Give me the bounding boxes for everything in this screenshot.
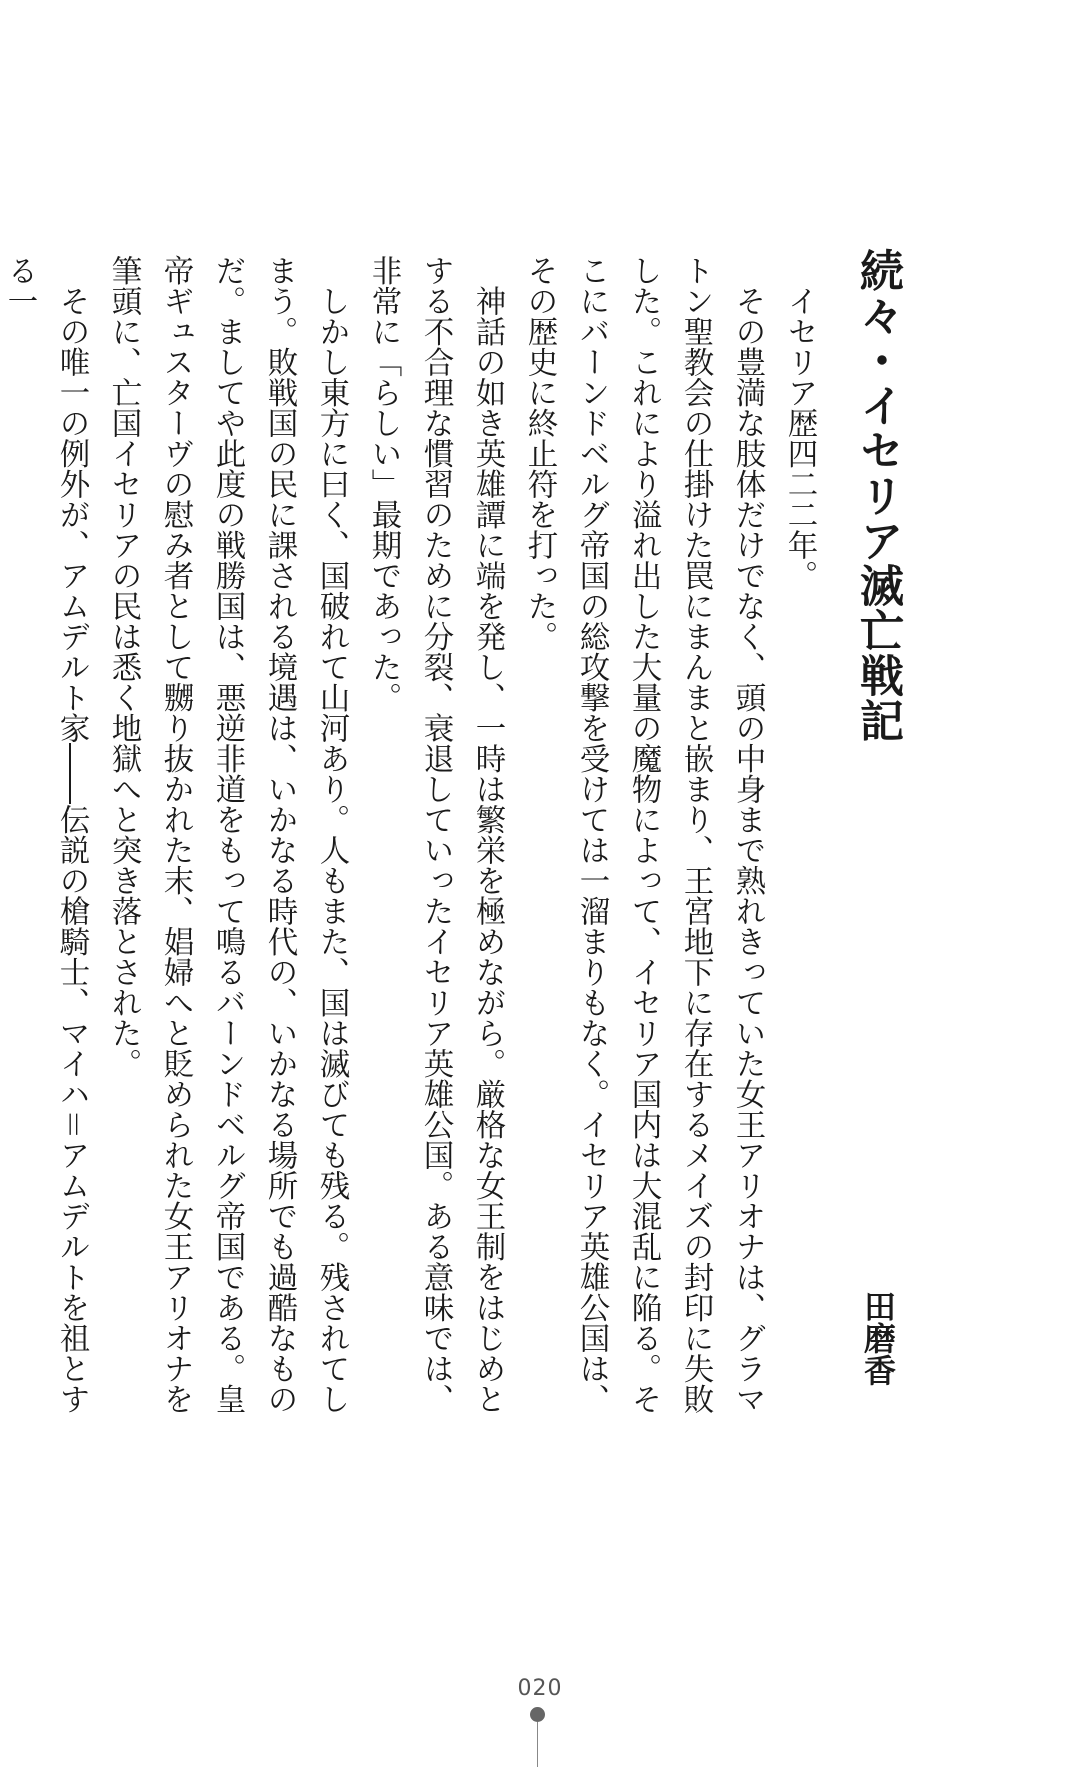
page-number: 020 <box>517 1676 563 1701</box>
chapter-title: 続々・イセリア滅亡戦記 <box>852 248 903 743</box>
page-marker-line <box>537 1722 538 1767</box>
page-marker-dot <box>530 1707 545 1722</box>
chapter-author: 田磨香 <box>859 1290 897 1386</box>
body-text: イセリア歴四二二年。 その豊満な肢体だけでなく、頭の中身まで熟れきっていた女王アリオナは、グラマトン聖教会の仕掛けた罠にまんまと嵌まり、王宮地下に存在するメイズの封印に失敗した。これにより溢れ出した大量の魔物によって、イセリア国内は大混乱に陥る。そこにバーンドベルグ帝国の総攻撃を受けては一溜まりもなく。イセリア英雄公国は、その歴史に終止符を打った。 神話の如き英雄譚に端を発し、一時は繁栄を極めながら。厳格な女王制をはじめとする不合理な慣習のために分裂、衰退していったイセリア英雄公国。ある意味では、非常に「らしい」最期であった。 しかし東方に曰く、国破れて山河あり。人もまた、国は滅びても残る。残されてしまう。敗戦国の民に課される境遇は、いかなる時代の、いかなる場所でも過酷なものだ。ましてや此度の戦勝国は、悪逆非道をもって鳴るバーンドベルグ帝国である。皇帝ギュスターヴの慰み者として嬲り抜かれた末、娼婦へと貶められた女王アリオナを筆頭に、亡国イセリアの民は悉く地獄へと突き落とされた。 その唯一の例外が、アムデルト家――伝説の槍騎士、マイハ＝アムデルトを祖とする一 <box>2 255 817 1414</box>
